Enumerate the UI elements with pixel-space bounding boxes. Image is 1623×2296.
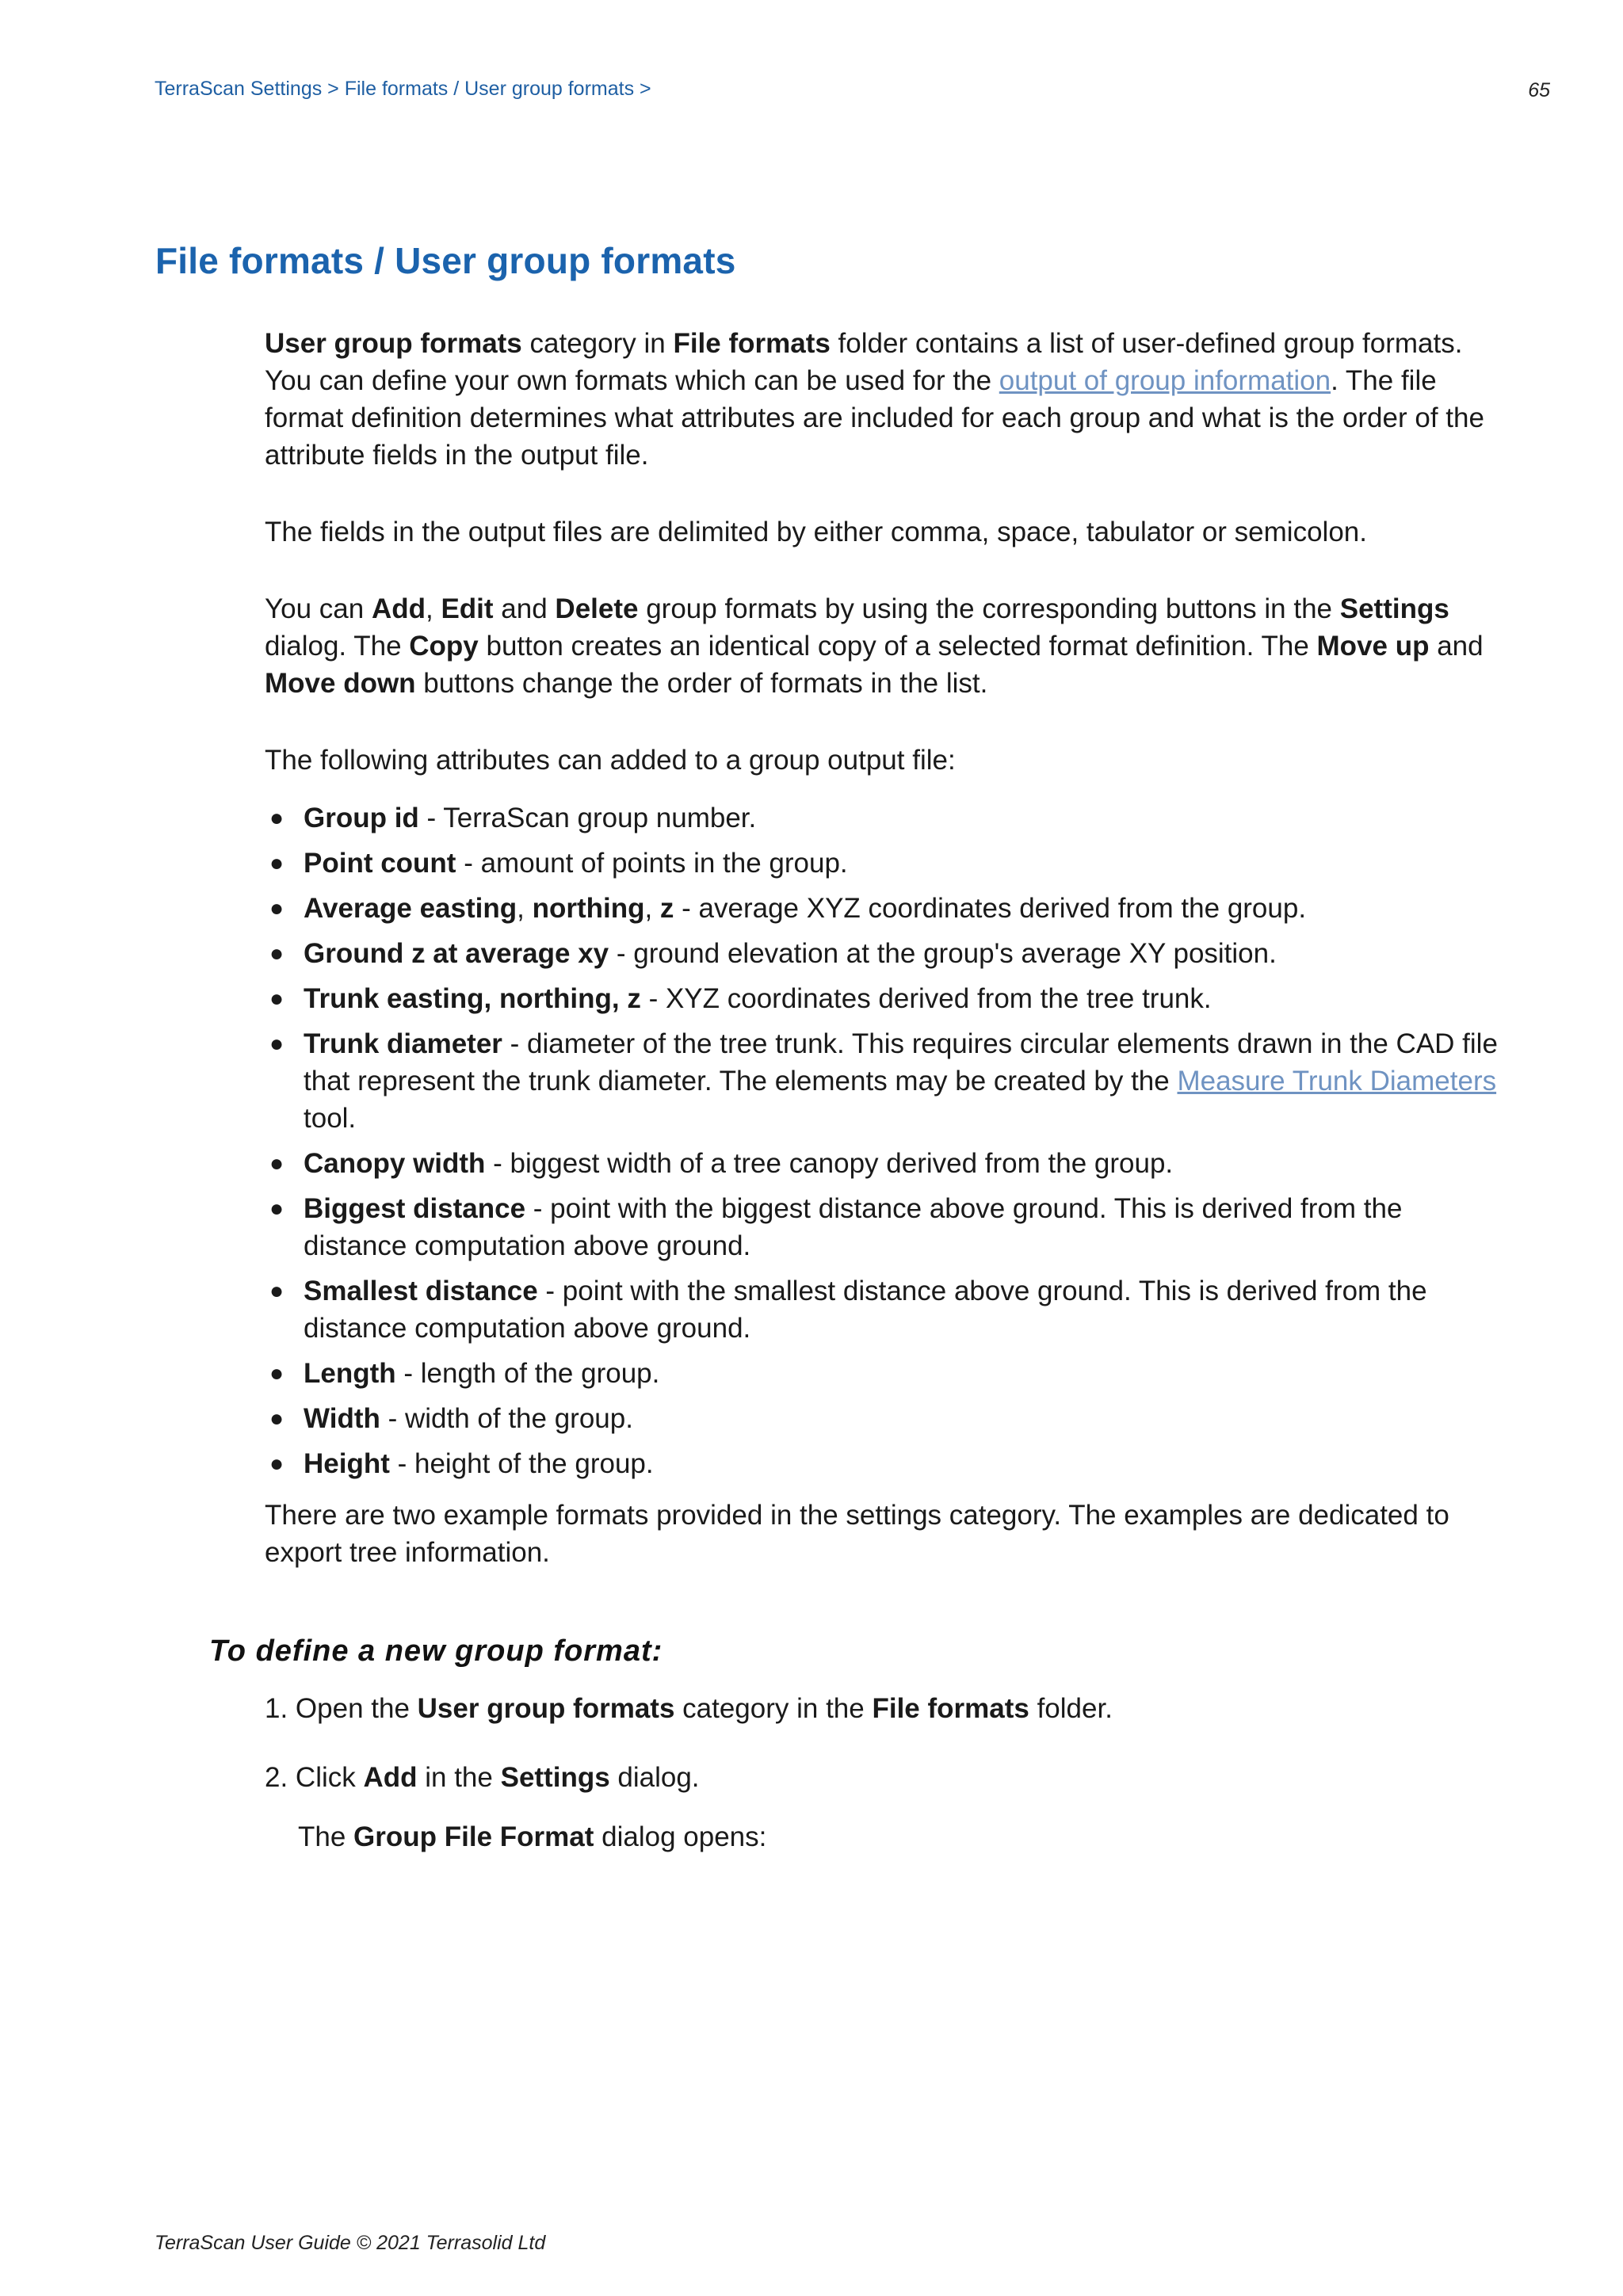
bullet-icon: ● (269, 1278, 285, 1304)
buttons-and-1: and (493, 593, 556, 624)
step-term: Add (363, 1762, 418, 1793)
buttons-and-2: and (1429, 631, 1484, 662)
step-text: folder. (1029, 1693, 1113, 1724)
attribute-desc: - point with the biggest distance above ground. This is derived from the distance computation above ground. (304, 1193, 1403, 1261)
buttons-text-2: group formats by using the corresponding buttons in the (638, 593, 1340, 624)
attribute-sep: , (644, 893, 660, 924)
attribute-name: Point count (304, 848, 456, 879)
step-2 (265, 1759, 1501, 1796)
step-text: The (298, 1821, 354, 1852)
bullet-icon: ● (269, 805, 285, 831)
step-text: dialog opens: (594, 1821, 767, 1852)
list-item (265, 1445, 1501, 1482)
attribute-name: Ground z at average xy (304, 938, 609, 969)
breadcrumb[interactable]: TerraScan Settings > File formats / User group formats > (155, 78, 651, 100)
attribute-name: Trunk diameter (304, 1028, 502, 1059)
step-text: 1. Open the (265, 1693, 418, 1724)
output-of-group-information-link[interactable]: output of group information (999, 365, 1331, 396)
footer: TerraScan User Guide © 2021 Terrasolid Ltd (155, 2232, 546, 2254)
attribute-name: Biggest distance (304, 1193, 526, 1224)
step-term: File formats (872, 1693, 1029, 1724)
attribute-desc: - diameter of the tree trunk. This requires circular elements drawn in the CAD file that represent the trunk diameter. The elements may be created by the (304, 1028, 1498, 1097)
attributes-intro: The following attributes can added to a group output file: (265, 745, 956, 776)
edit-term: Edit (441, 593, 494, 624)
buttons-text-4: button creates an identical copy of a selected format definition. The (478, 631, 1317, 662)
step-2-result (265, 1818, 1501, 1855)
attribute-desc: - biggest width of a tree canopy derived from the group. (485, 1148, 1174, 1179)
step-1 (265, 1690, 1501, 1727)
attribute-name: Average easting (304, 893, 517, 924)
step-term: User group formats (417, 1693, 675, 1724)
list-item (265, 1400, 1501, 1437)
bullet-icon: ● (269, 1405, 285, 1432)
bullet-icon: ● (269, 895, 285, 921)
attributes-list (265, 799, 1501, 1482)
list-item (265, 890, 1501, 927)
attribute-desc: - width of the group. (380, 1403, 633, 1434)
attribute-desc: - length of the group. (395, 1358, 660, 1389)
attribute-desc: - XYZ coordinates derived from the tree trunk. (640, 983, 1212, 1014)
intro-text-1: category in (521, 328, 674, 359)
step-term: Group File Format (353, 1821, 594, 1852)
intro-text-2: folder contains a list of user-defined group formats. You can define your own formats which can be used for the (265, 328, 1463, 396)
list-item (265, 1025, 1501, 1137)
examples-paragraph: There are two example formats provided in the settings category. The examples are dedicated to export tree information. (265, 1500, 1449, 1568)
move-up-term: Move up (1316, 631, 1430, 662)
step-text: dialog. (609, 1762, 700, 1793)
list-item (265, 1145, 1501, 1182)
measure-trunk-diameters-link[interactable]: Measure Trunk Diameters (1177, 1066, 1497, 1097)
bullet-icon: ● (269, 986, 285, 1012)
step-text: category in the (674, 1693, 873, 1724)
attribute-name: Group id (304, 803, 419, 833)
bullet-icon: ● (269, 1150, 285, 1177)
attribute-desc: - height of the group. (389, 1448, 654, 1479)
intro-bold-folder: File formats (673, 328, 831, 359)
attribute-name: northing (532, 893, 645, 924)
step-text: 2. Click (265, 1762, 364, 1793)
intro-bold-category: User group formats (265, 328, 522, 359)
attribute-name: Length (304, 1358, 396, 1389)
list-item (265, 935, 1501, 972)
procedure-steps (265, 1690, 1501, 1855)
bullet-icon: ● (269, 1360, 285, 1386)
body-text (265, 325, 1501, 1571)
delimiters-paragraph: The fields in the output files are delimited by either comma, space, tabulator or semicolon. (265, 517, 1367, 547)
list-item (265, 845, 1501, 882)
page-title: File formats / User group formats (155, 240, 736, 281)
list-item (265, 980, 1501, 1017)
attribute-desc: - average XYZ coordinates derived from the group. (674, 893, 1307, 924)
attribute-desc: - point with the smallest distance above ground. This is derived from the distance computation above ground. (304, 1276, 1427, 1344)
bullet-icon: ● (269, 940, 285, 967)
attribute-desc: - amount of points in the group. (456, 848, 848, 879)
attribute-desc: - TerraScan group number. (418, 803, 757, 833)
bullet-icon: ● (269, 1031, 285, 1057)
intro-paragraph (265, 325, 1501, 474)
buttons-text-1: You can (265, 593, 372, 624)
procedure-heading: To define a new group format: (209, 1634, 663, 1668)
attribute-name: Width (304, 1403, 380, 1434)
add-term: Add (371, 593, 426, 624)
bullet-icon: ● (269, 850, 285, 876)
settings-term: Settings (1339, 593, 1449, 624)
attribute-desc: - ground elevation at the group's average XY position. (609, 938, 1277, 969)
buttons-paragraph (265, 590, 1501, 702)
attribute-sep: , (517, 893, 533, 924)
bullet-icon: ● (269, 1451, 285, 1477)
step-text: in the (417, 1762, 501, 1793)
attribute-name: Height (304, 1448, 390, 1479)
copy-term: Copy (409, 631, 479, 662)
list-item (265, 799, 1501, 837)
bullet-icon: ● (269, 1196, 285, 1222)
move-down-term: Move down (265, 668, 416, 699)
intro-text-3: . The file format definition determines what attributes are included for each group and what is the order of the attribute fields in the output file. (265, 365, 1484, 471)
step-term: Settings (500, 1762, 610, 1793)
list-item (265, 1190, 1501, 1264)
buttons-text-5: buttons change the order of formats in the list. (415, 668, 988, 699)
buttons-comma: , (426, 593, 441, 624)
delete-term: Delete (555, 593, 639, 624)
buttons-text-3: dialog. The (265, 631, 410, 662)
list-item (265, 1272, 1501, 1347)
attribute-name: Trunk easting, northing, z (304, 983, 641, 1014)
list-item (265, 1355, 1501, 1392)
page-number: 65 (1528, 79, 1550, 101)
attribute-name: Canopy width (304, 1148, 486, 1179)
attribute-name: z (659, 893, 674, 924)
attribute-desc: tool. (304, 1103, 357, 1134)
attribute-name: Smallest distance (304, 1276, 538, 1306)
